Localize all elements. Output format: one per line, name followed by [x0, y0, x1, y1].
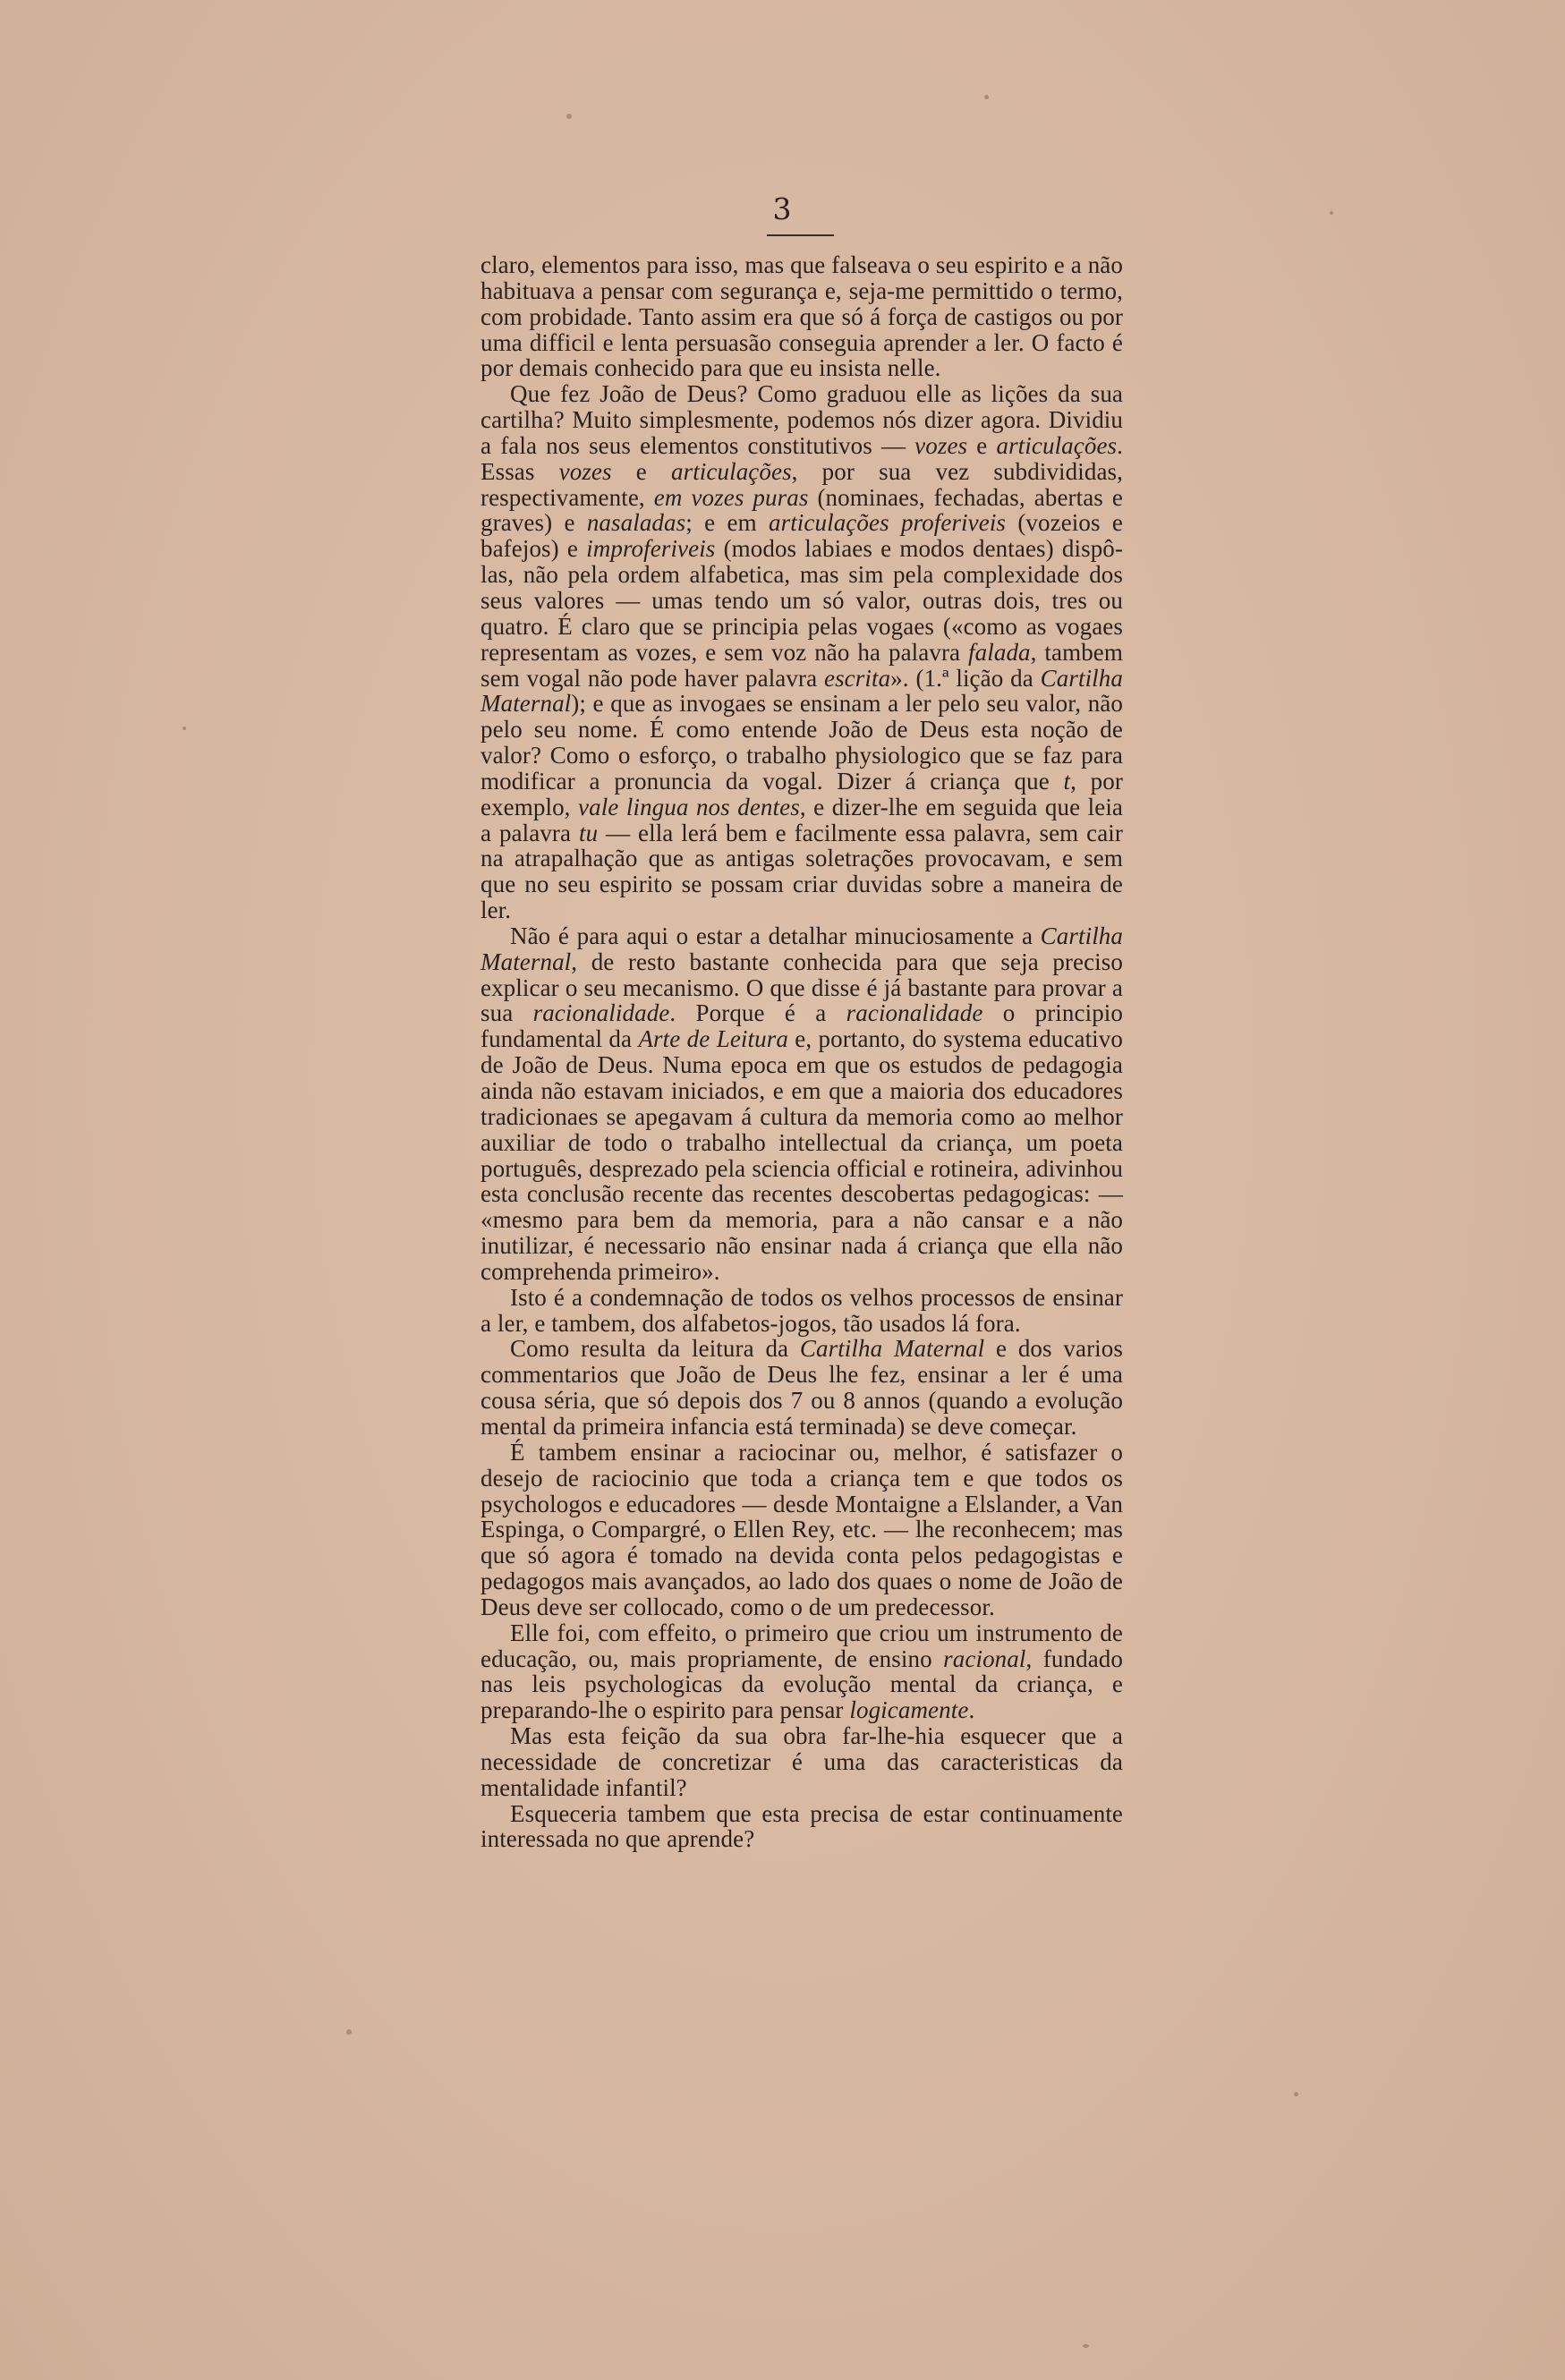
italic-text: racionalidade	[532, 999, 670, 1027]
text-run: (nominaes, fechadas, abertas e graves) e	[481, 483, 1123, 537]
text-run: e	[611, 457, 671, 485]
italic-text: racional	[943, 1645, 1026, 1672]
page-number: 3	[772, 191, 792, 226]
paragraph	[481, 1285, 1123, 1337]
text-run: , de resto bastante conhecida para que seja preciso explicar o seu mecanismo. O que disse é já bastante para provar a sua	[481, 948, 1123, 1027]
italic-text: vale lingua nos dentes	[578, 793, 800, 820]
text-run: (modos labiaes e modos dentaes) dispô-las, não pela ordem alfabetica, mas sim pela complexidade dos seus valores — umas tendo um só valor, outras dois, tres ou quatro. É claro que se principia pelas vogaes («como as vogaes representam as vozes, e sem voz não ha palavra	[481, 535, 1123, 666]
italic-text: t	[1063, 767, 1071, 795]
italic-text: escrita	[823, 664, 891, 692]
italic-text: articulações	[996, 431, 1118, 459]
text-run: . Porque é a	[669, 999, 846, 1027]
text-run: Como resulta da leitura da	[510, 1335, 800, 1363]
text-run: ». (1.ª lição da	[890, 664, 1041, 692]
text-run: , e dizer-lhe em seguida que leia a palavra	[481, 793, 1124, 846]
paper-speck	[984, 95, 989, 99]
paragraph	[481, 1620, 1123, 1723]
paragraph	[481, 381, 1123, 923]
text-run: claro, elementos para isso, mas que falseava o seu espirito e a não habituava a pensar com segurança e, seja-me permittido o termo, com probidade. Tanto assim era que só á força de castigos ou por uma difficil e lenta persuasão conseguia aprender a ler. O facto é por demais conhecido para que eu insista nelle.	[481, 251, 1123, 382]
text-run: e, portanto, do systema educativo de João de Deus. Numa epoca em que os estudos de pedagogia ainda não estavam iniciados, e em que a maioria dos educadores tradicionaes se apegavam á cultura da memoria como ao melhor auxiliar de todo o trabalho intellectual da criança, um poeta português, desprezado pela sciencia official e rotineira, adivinhou esta conclusão recente das recentes descobertas pedagogicas: — «mesmo para bem da memoria, para a não cansar e a não inutilizar, é necessario não ensinar nada á criança que ella não comprehenda primeiro».	[481, 1025, 1123, 1285]
text-run: e dos varios commentarios que João de Deus lhe fez, ensinar a ler é uma cousa séria, que só depois dos 7 ou 8 annos (quando a evolução mental da primeira infancia está terminada) se deve começar.	[481, 1335, 1123, 1440]
italic-text: Cartilha Maternal	[799, 1335, 985, 1363]
paper-speck	[1083, 2344, 1089, 2348]
italic-text: em vozes puras	[653, 483, 809, 511]
text-run: Mas esta feição da sua obra far-lhe-hia esquecer que a necessidade de concretizar é uma das caracteristicas da mentalidade infantil?	[481, 1722, 1123, 1801]
italic-text: articulações	[671, 457, 792, 485]
paragraph	[481, 1723, 1123, 1801]
paragraph	[481, 1440, 1123, 1620]
italic-text: Cartilha Maternal	[481, 664, 1123, 718]
text-run: Que fez João de Deus? Como graduou elle as lições da sua cartilha? Muito simplesmente, podemos nós dizer agora. Dividiu a fala nos seus elementos constitutivos —	[481, 380, 1123, 459]
paper-speck	[346, 2029, 352, 2035]
italic-text: nasaladas	[586, 509, 686, 537]
italic-text: falada	[968, 638, 1031, 666]
paper-speck	[1294, 2092, 1298, 2096]
paper-speck	[566, 114, 572, 119]
text-run: ; e em	[685, 509, 769, 537]
text-run: , por sua vez subdivididas, respectivamente,	[481, 457, 1123, 511]
text-run: Elle foi, com effeito, o primeiro que criou um instrumento de educação, ou, mais propriamente, de ensino	[481, 1619, 1123, 1672]
text-run: . Essas	[481, 431, 1123, 485]
text-run: Não é para aqui o estar a detalhar minuciosamente a	[510, 922, 1041, 949]
italic-text: tu	[578, 819, 599, 846]
text-run: — ella lerá bem e facilmente essa palavra, sem cair na atrapalhação que as antigas soletrações provocavam, e sem que no seu espirito se possam criar duvidas sobre a maneira de ler.	[481, 819, 1123, 924]
page-number-rule	[767, 234, 834, 236]
text-run: É tambem ensinar a raciocinar ou, melhor, é satisfazer o desejo de raciocinio que toda a criança tem e que todos os psychologos e educadores — desde Montaigne a Elslander, a Van Espinga, o Compargré, o Ellen Rey, etc. — lhe reconhecem; mas que só agora é tomado na devida conta pelos pedagogistas e pedagogos mais avançados, ao lado dos quaes o nome de João de Deus deve ser collocado, como o de um predecessor.	[481, 1438, 1123, 1620]
italic-text: racionalidade	[846, 999, 983, 1027]
paragraph	[481, 252, 1123, 381]
text-run: , por exemplo,	[481, 767, 1123, 820]
italic-text: improferiveis	[586, 535, 716, 563]
text-run: Esqueceria tambem que esta precisa de estar continuamente interessada no que aprende?	[481, 1799, 1123, 1853]
italic-text: vozes	[914, 431, 968, 459]
text-run: Isto é a condemnação de todos os velhos processos de ensinar a ler, e tambem, dos alfabetos-jogos, tão usados lá fora.	[481, 1283, 1123, 1337]
paper-speck	[1330, 211, 1333, 215]
text-run: o principio fundamental da	[481, 999, 1123, 1053]
italic-text: Arte de Leitura	[638, 1025, 788, 1053]
paper-speck	[183, 727, 186, 730]
text-run: ); e que as invogaes se ensinam a ler pelo seu valor, não pelo seu nome. É como entende João de Deus esta noção de valor? Como o esforço, o trabalho physiologico que se faz para modificar a pronuncia da vogal. Dizer á criança que	[481, 690, 1123, 795]
text-run: (vozeios e bafejos) e	[481, 509, 1123, 563]
paragraph	[481, 1336, 1123, 1439]
italic-text: vozes	[558, 457, 612, 485]
text-run: , fundado nas leis psychologicas da evolução mental da criança, e preparando-lhe o espirito para pensar	[481, 1645, 1123, 1724]
text-run: , tambem sem vogal não pode haver palavra	[481, 638, 1123, 692]
paragraph	[481, 1801, 1123, 1853]
text-run: e	[967, 431, 997, 459]
italic-text: Cartilha Maternal	[481, 922, 1123, 975]
italic-text: logicamente	[849, 1696, 969, 1724]
paragraph	[481, 923, 1123, 1285]
italic-text: articulações proferiveis	[769, 509, 1007, 537]
body-text	[481, 252, 1123, 1852]
text-run: .	[968, 1696, 975, 1724]
